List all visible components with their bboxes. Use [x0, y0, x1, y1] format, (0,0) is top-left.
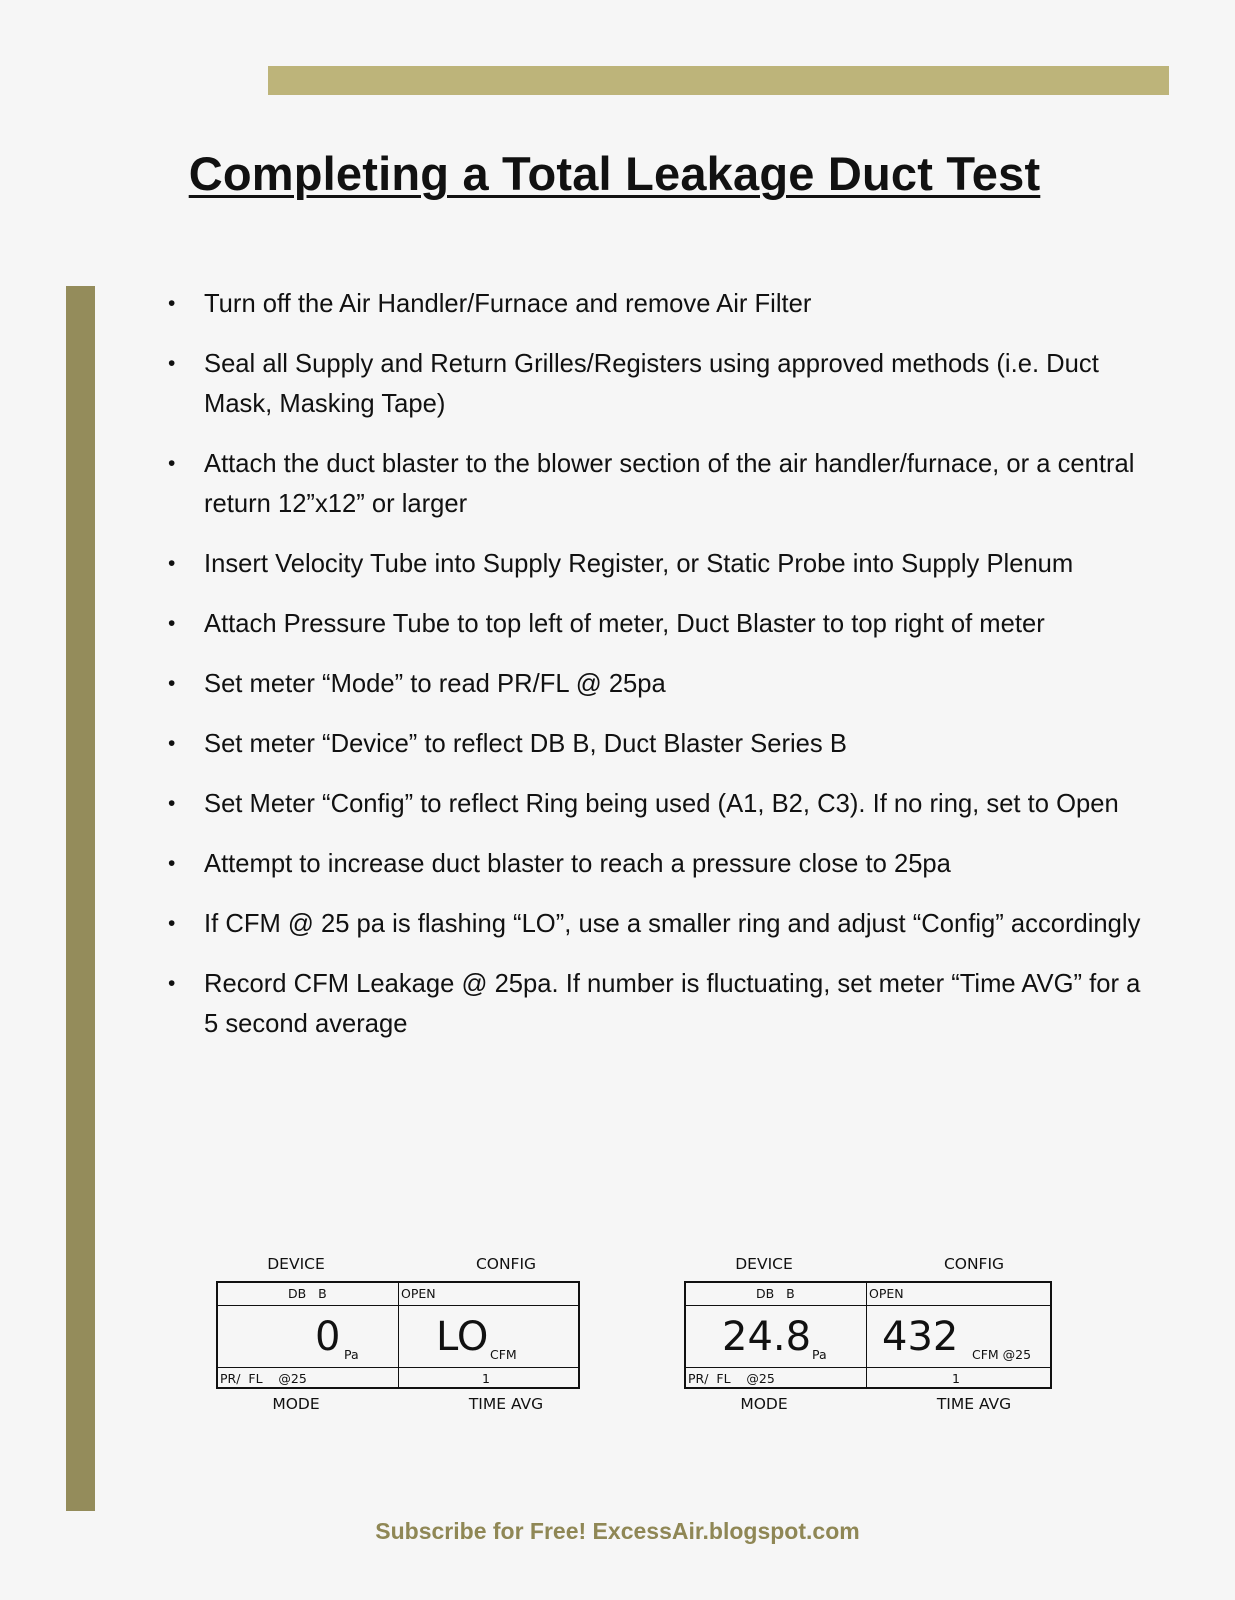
flow-reading: 432 — [882, 1314, 959, 1360]
config-label: CONFIG — [475, 1255, 537, 1273]
mode-label: MODE — [740, 1395, 788, 1413]
list-item — [164, 444, 1144, 524]
step-text: Attempt to increase duct blaster to reach a pressure close to 25pa — [204, 850, 951, 878]
step-text: Insert Velocity Tube into Supply Register, or Static Probe into Supply Plenum — [204, 550, 1074, 578]
list-item — [164, 344, 1144, 424]
list-item — [164, 544, 1144, 584]
bullet-icon: • — [168, 292, 176, 315]
time-avg-label: TIME AVG — [468, 1395, 544, 1413]
device-value: DB B — [756, 1286, 795, 1301]
step-text: Record CFM Leakage @ 25pa. If number is fluctuating, set meter “Time AVG” for a 5 second average — [204, 970, 1141, 1038]
time-avg-value: 1 — [482, 1371, 490, 1386]
pressure-unit: Pa — [344, 1347, 359, 1362]
config-value: OPEN — [401, 1286, 436, 1301]
device-label: DEVICE — [267, 1255, 325, 1273]
step-text: Set meter “Device” to reflect DB B, Duct Blaster Series B — [204, 730, 847, 758]
mode-label: MODE — [272, 1395, 320, 1413]
list-item — [164, 844, 1144, 884]
list-item — [164, 664, 1144, 704]
page-title: Completing a Total Leakage Duct Test — [188, 147, 1041, 200]
config-label: CONFIG — [943, 1255, 1005, 1273]
list-item — [164, 604, 1144, 644]
time-avg-label: TIME AVG — [936, 1395, 1012, 1413]
list-item — [164, 284, 1144, 324]
top-accent-bar — [268, 66, 1169, 95]
list-item — [164, 784, 1144, 824]
meter-screen — [216, 1281, 580, 1389]
flow-unit: CFM — [490, 1347, 517, 1362]
pressure-reading: 0 — [315, 1314, 341, 1360]
meter-screen — [684, 1281, 1052, 1389]
side-accent-bar — [66, 286, 95, 1511]
bullet-icon: • — [168, 612, 176, 635]
pressure-unit: Pa — [812, 1347, 827, 1362]
config-value: OPEN — [869, 1286, 904, 1301]
list-item — [164, 964, 1144, 1044]
pressure-reading: 24.8 — [722, 1314, 812, 1360]
step-text: Set meter “Mode” to read PR/FL @ 25pa — [204, 670, 666, 698]
step-text: Turn off the Air Handler/Furnace and remove Air Filter — [204, 290, 812, 318]
bullet-icon: • — [168, 552, 176, 575]
bullet-icon: • — [168, 972, 176, 995]
bullet-icon: • — [168, 672, 176, 695]
bullet-icon: • — [168, 352, 176, 375]
bullet-icon: • — [168, 452, 176, 475]
flow-unit: CFM @25 — [972, 1347, 1032, 1362]
flow-reading: LO — [436, 1314, 489, 1360]
device-label: DEVICE — [735, 1255, 793, 1273]
bullet-icon: • — [168, 732, 176, 755]
step-text: Attach Pressure Tube to top left of meter, Duct Blaster to top right of meter — [204, 610, 1045, 638]
list-item — [164, 724, 1144, 764]
steps-list — [164, 284, 1144, 1064]
step-text: Seal all Supply and Return Grilles/Registers using approved methods (i.e. Duct Mask, Masking Tape) — [204, 350, 1099, 418]
subscribe-footer: Subscribe for Free! ExcessAir.blogspot.com — [375, 1518, 860, 1544]
time-avg-value: 1 — [952, 1371, 960, 1386]
bullet-icon: • — [168, 852, 176, 875]
device-value: DB B — [288, 1286, 327, 1301]
bullet-icon: • — [168, 912, 176, 935]
mode-value: PR/ FL @25 — [688, 1371, 775, 1386]
step-text: If CFM @ 25 pa is flashing “LO”, use a smaller ring and adjust “Config” accordingly — [204, 910, 1141, 938]
step-text: Attach the duct blaster to the blower section of the air handler/furnace, or a central return 12”x12” or larger — [204, 450, 1135, 518]
mode-value: PR/ FL @25 — [220, 1371, 307, 1386]
bullet-icon: • — [168, 792, 176, 815]
step-text: Set Meter “Config” to reflect Ring being used (A1, B2, C3). If no ring, set to Open — [204, 790, 1119, 818]
list-item — [164, 904, 1144, 944]
